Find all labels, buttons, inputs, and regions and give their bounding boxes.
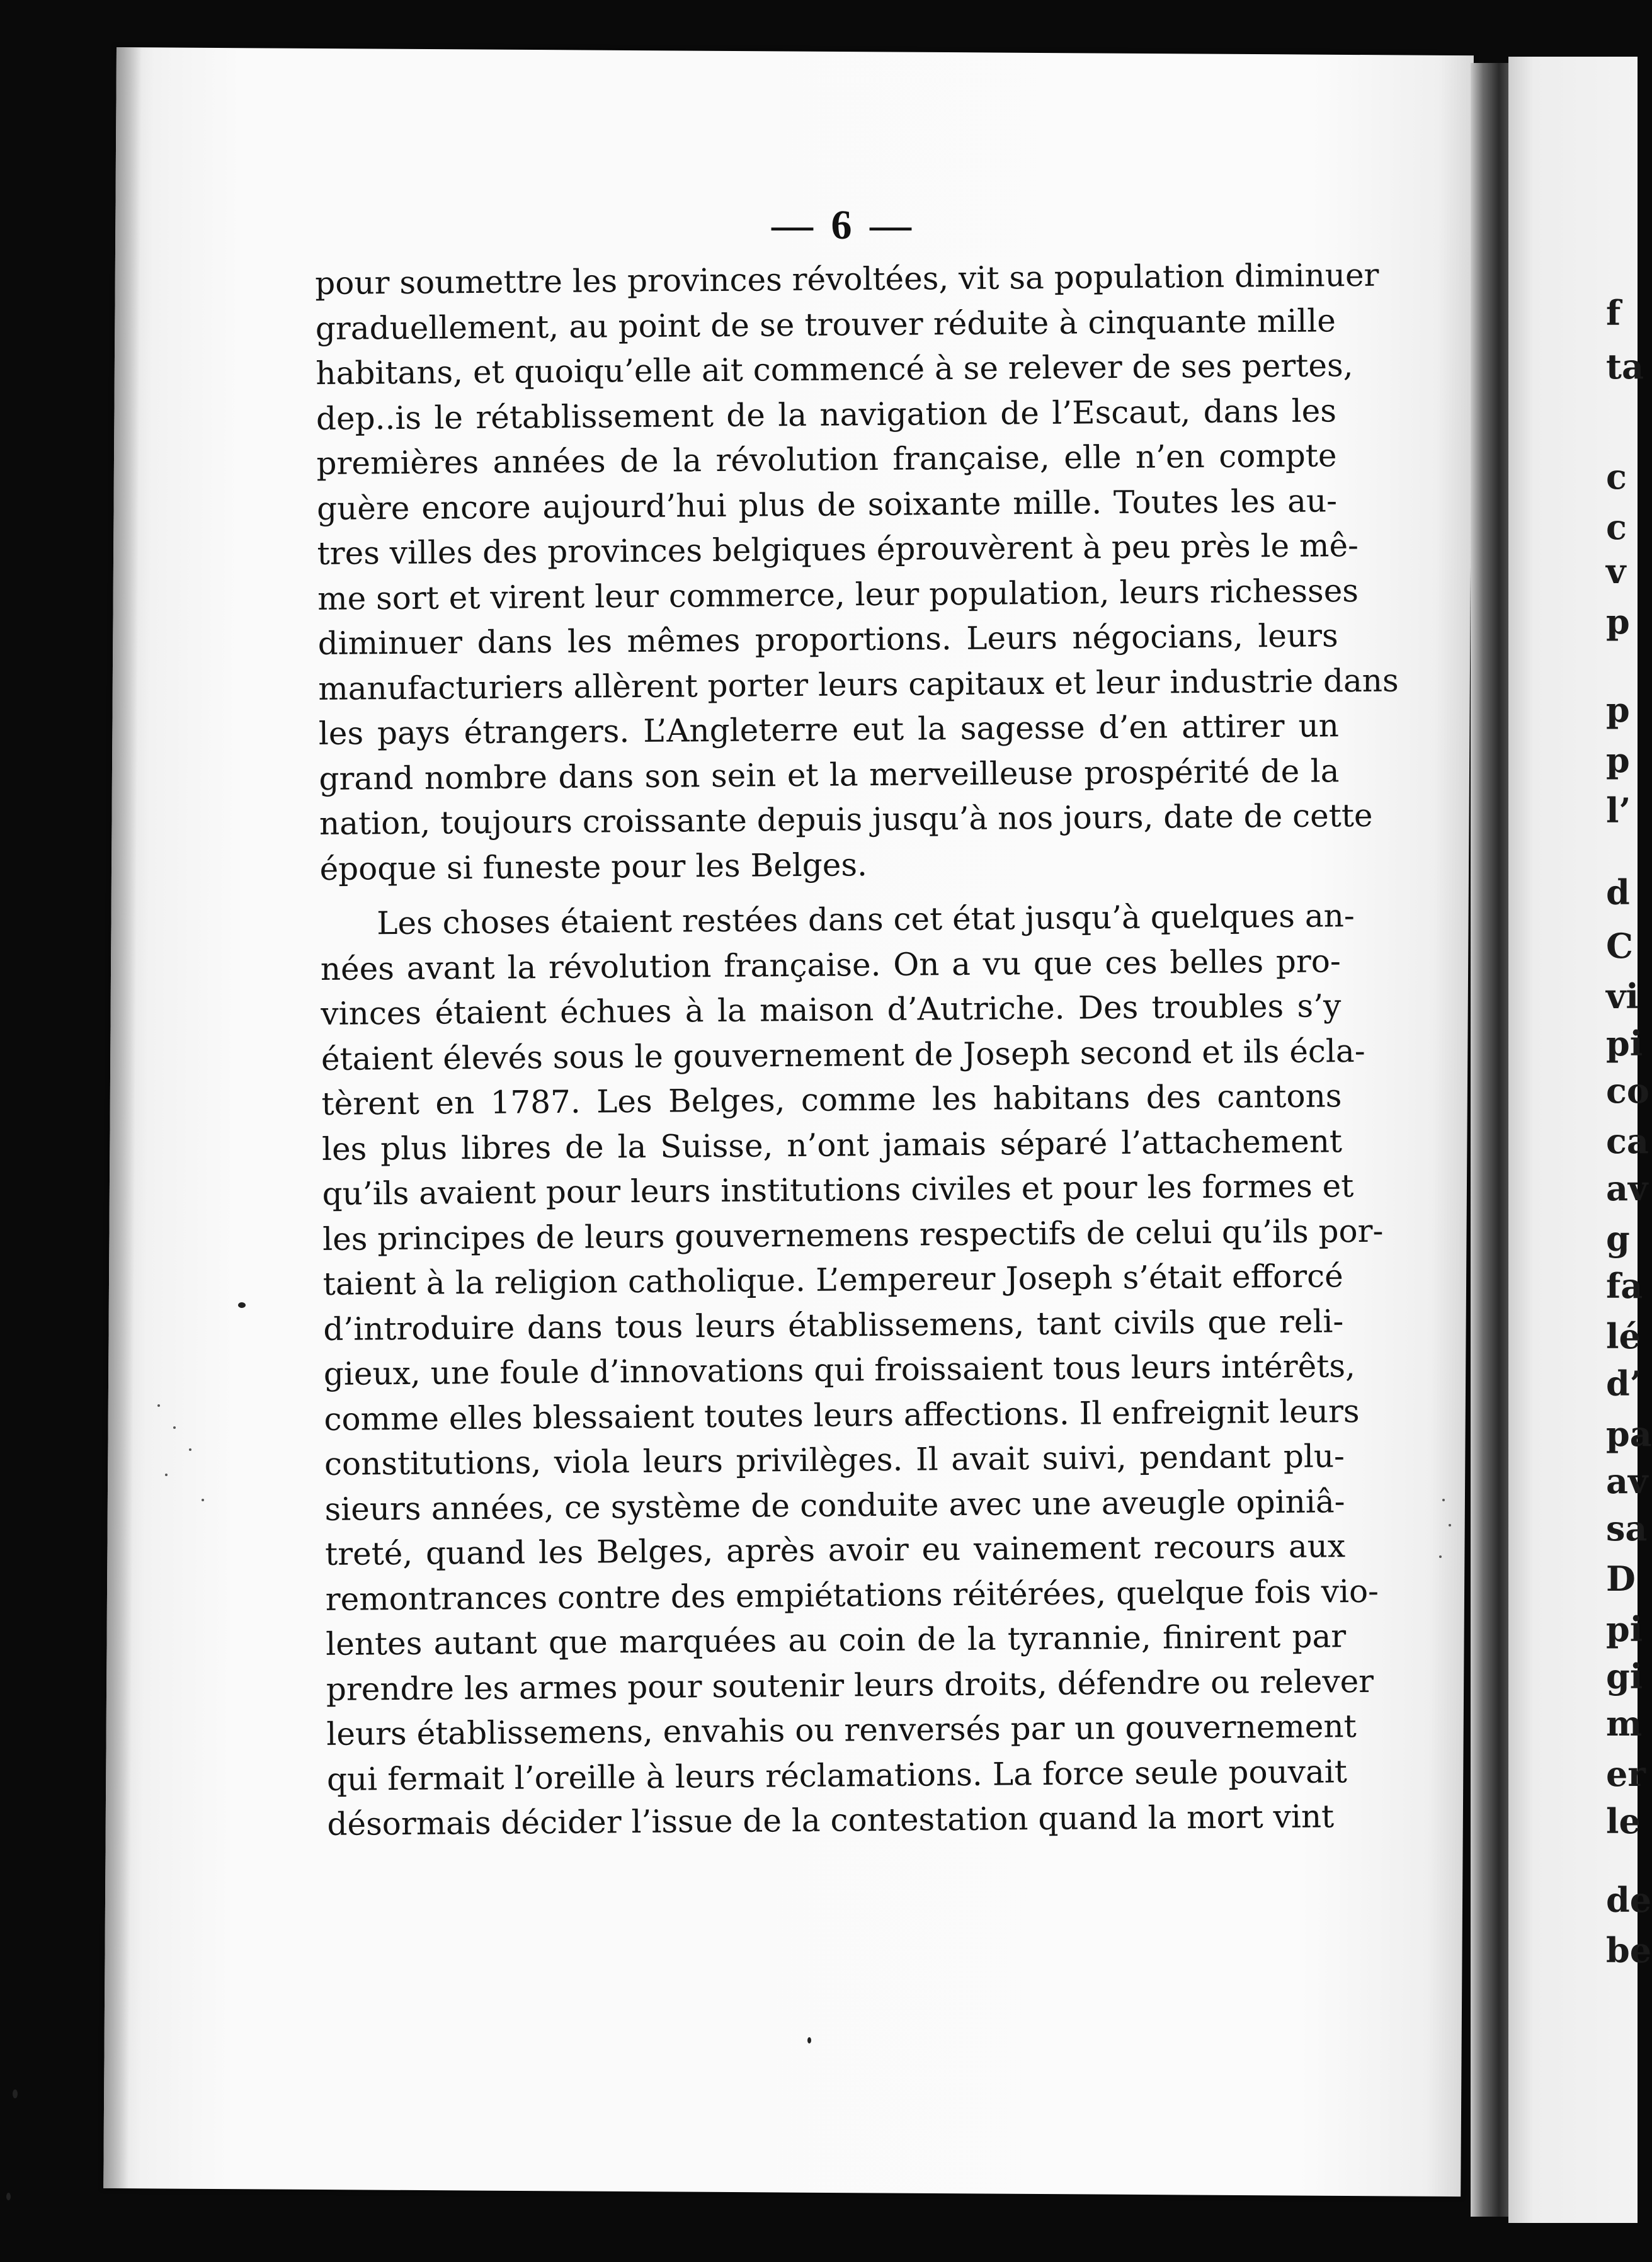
text-line: manufacturiers allèrent porter leurs capitaux et leur industrie dans	[318, 662, 1399, 707]
adjacent-page-text-fragment: ta	[1606, 346, 1644, 387]
text-line: leurs établissemens, envahis ou renversés par un gouvernement	[326, 1708, 1357, 1753]
text-line: comme elles blessaient toutes leurs affections. Il enfreignit leurs	[324, 1392, 1360, 1438]
adjacent-page-text-fragment: l’	[1606, 790, 1631, 831]
scan-speckle	[173, 1426, 176, 1429]
margin-mark	[6, 2193, 11, 2200]
adjacent-page-text-fragment: c	[1606, 457, 1627, 497]
text-line: graduellement, au point de se trouver réduite à cinquante mille	[315, 302, 1336, 347]
text-line: les plus libres de la Suisse, n’ont jamais séparé l’attachement	[321, 1122, 1343, 1168]
text-line: taient à la religion catholique. L’empereur Joseph s’était efforcé	[322, 1258, 1343, 1302]
adjacent-page-text-fragment: er	[1606, 1754, 1646, 1794]
adjacent-page-text-fragment: be	[1606, 1930, 1652, 1970]
adjacent-page-text-fragment: f	[1606, 293, 1621, 333]
adjacent-page-text-fragment: d’	[1606, 1363, 1642, 1404]
scan-speckle	[1439, 1555, 1442, 1558]
adjacent-page-text-fragment: pi	[1606, 1609, 1643, 1649]
text-line: tres villes des provinces belgiques éprouvèrent à peu près le mê-	[317, 527, 1359, 572]
scan-speckle	[165, 1474, 168, 1476]
text-line: qui fermait l’oreille à leurs réclamations. La force seule pouvait	[326, 1753, 1348, 1798]
text-line: premières années de la révolution française, elle n’en compte	[316, 437, 1337, 482]
scan-speckle	[202, 1499, 204, 1501]
adjacent-page-text-fragment: v	[1606, 551, 1626, 591]
adjacent-page-text-fragment: av	[1606, 1461, 1648, 1501]
adjacent-page-text-fragment: p	[1606, 690, 1630, 730]
adjacent-page-text-fragment: D	[1606, 1559, 1636, 1599]
margin-mark	[13, 2089, 18, 2098]
adjacent-page-text-fragment: pi	[1606, 1023, 1643, 1064]
text-line: treté, quand les Belges, après avoir eu vainement recours aux	[324, 1528, 1346, 1572]
text-line: tèrent en 1787. Les Belges, comme les habitans des cantons	[321, 1077, 1342, 1122]
text-line: les pays étrangers. L’Angleterre eut la sagesse d’en attirer un	[318, 707, 1340, 752]
text-line: les principes de leurs gouvernemens respectifs de celui qu’ils por-	[322, 1212, 1384, 1258]
text-line: dep..is le rétablissement de la navigation de l’Escaut, dans les	[316, 392, 1337, 437]
text-line: nées avant la révolution française. On a vu que ces belles pro-	[320, 942, 1342, 987]
scan-speckle	[157, 1404, 160, 1407]
text-line: qu’ils avaient pour leurs institutions civiles et pour les formes et	[322, 1168, 1354, 1212]
adjacent-page-text-fragment: fa	[1606, 1266, 1643, 1306]
text-line: grand nombre dans son sein et la merveilleuse prospérité de la	[319, 752, 1340, 797]
adjacent-page-edge	[1508, 57, 1652, 2223]
margin-mark	[238, 1302, 246, 1308]
text-line: étaient élevés sous le gouvernement de Joseph second et ils écla-	[321, 1032, 1365, 1077]
text-line: remontrances contre des empiétations réitérées, quelque fois vio-	[325, 1572, 1379, 1618]
adjacent-page-text-fragment: de	[1606, 1880, 1652, 1920]
text-line: vinces étaient échues à la maison d’Autriche. Des troubles s’y	[321, 987, 1342, 1032]
adjacent-page-text-fragment: m	[1606, 1703, 1643, 1744]
adjacent-page-text-fragment: gi	[1606, 1656, 1643, 1696]
adjacent-page-text-fragment: pa	[1606, 1414, 1652, 1454]
text-line: Les choses étaient restées dans cet état jusqu’à quelques an-	[377, 897, 1355, 942]
text-line: diminuer dans les mêmes proportions. Leurs négocians, leurs	[317, 617, 1338, 662]
adjacent-page-text-fragment: co	[1606, 1071, 1649, 1111]
text-line: gieux, une foule d’innovations qui froissaient tous leurs intérêts,	[323, 1348, 1356, 1392]
adjacent-page-text-fragment: g	[1606, 1219, 1630, 1259]
page-gutter-shadow	[1471, 63, 1512, 2217]
adjacent-page-text-fragment: sa	[1606, 1508, 1648, 1549]
adjacent-page-text-fragment: le	[1606, 1801, 1641, 1841]
adjacent-page-text-fragment: lé	[1606, 1316, 1641, 1356]
margin-mark	[807, 2037, 811, 2043]
text-line: me sort et virent leur commerce, leur population, leurs richesses	[317, 572, 1359, 617]
adjacent-page-text-fragment: vi	[1606, 976, 1639, 1016]
page-number: — 6 —	[772, 202, 915, 248]
text-line: nation, toujours croissante depuis jusqu’à nos jours, date de cette	[319, 797, 1373, 842]
adjacent-page-text-fragment: p	[1606, 601, 1630, 642]
adjacent-page-text-fragment: ca	[1606, 1121, 1649, 1161]
adjacent-page-text-fragment: c	[1606, 507, 1627, 547]
scan-speckle	[189, 1448, 191, 1451]
text-line: sieurs années, ce système de conduite avec une aveugle opiniâ-	[324, 1482, 1345, 1528]
page-body-text	[315, 253, 1399, 1847]
adjacent-page-text-fragment: av	[1606, 1168, 1648, 1208]
text-line: pour soumettre les provinces révoltées, vit sa population diminuer	[315, 256, 1379, 302]
text-line: guère encore aujourd’hui plus de soixante mille. Toutes les au-	[316, 482, 1338, 527]
text-line: désormais décider l’issue de la contestation quand la mort vint	[327, 1798, 1335, 1843]
adjacent-page-text-fragment: C	[1606, 926, 1633, 966]
text-line: prendre les armes pour soutenir leurs droits, défendre ou relever	[326, 1662, 1374, 1708]
adjacent-page-text-fragment: d	[1606, 872, 1630, 912]
adjacent-page-text-fragment: p	[1606, 740, 1630, 780]
text-line: constitutions, viola leurs privilèges. Il avait suivi, pendant plu-	[324, 1438, 1345, 1482]
text-line: lentes autant que marquées au coin de la tyrannie, finirent par	[326, 1618, 1347, 1662]
text-line: habitans, et quoiqu’elle ait commencé à se relever de ses pertes,	[316, 347, 1353, 392]
scan-speckle	[1442, 1499, 1445, 1501]
scan-speckle	[1449, 1524, 1451, 1526]
text-line: époque si funeste pour les Belges.	[319, 846, 868, 887]
text-line: d’introduire dans tous leurs établissemens, tant civils que reli-	[323, 1302, 1344, 1348]
